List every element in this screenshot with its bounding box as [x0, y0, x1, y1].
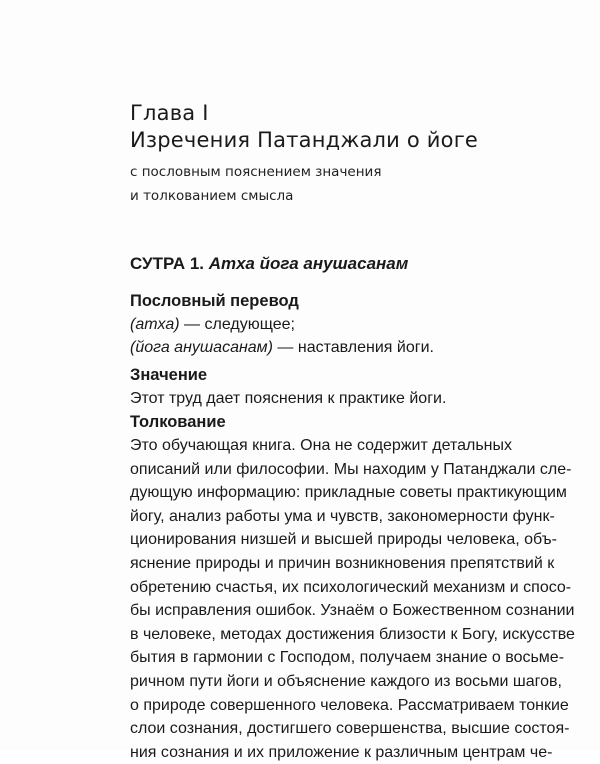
sutra-heading — [130, 253, 408, 275]
paragraph-line: ния сознания и их приложение к различным центрам че- — [130, 743, 553, 761]
paragraph-line: Это обучающая книга. Она не содержит детальных — [130, 437, 512, 454]
subtitle-line: с пословным пояснением значения — [130, 164, 382, 180]
translation-line — [130, 313, 502, 336]
meaning-text: Этот труд дает пояснения к практике йоги. — [130, 390, 447, 407]
paragraph-line: описаний или философии. Мы находим у Патанджали сле- — [130, 460, 572, 478]
translation-definition: — следующее; — [179, 316, 295, 333]
paragraph-line: ричном пути йоги и объяснение каждого из восьми шагов, — [130, 672, 562, 690]
meaning-title: Значение — [130, 366, 208, 384]
paragraph-line: бытия в гармонии с Господом, получаем знание о восьме- — [130, 649, 565, 667]
paragraph-line: йогу, анализ работы ума и чувств, закономерности функ- — [130, 507, 555, 525]
paragraph-line: бы исправления ошибок. Узнаём о Божественном сознании — [130, 602, 575, 620]
translation-line — [130, 336, 502, 359]
translation-definition: — наставления йоги. — [272, 339, 434, 356]
paragraph-line: в человеке, методах достижения близости к Богу, искусстве — [130, 625, 575, 643]
interpretation-body — [130, 434, 575, 764]
chapter-subtitle — [130, 160, 550, 208]
paragraph-line: дующую информацию: прикладные советы практикующим — [130, 484, 567, 502]
translation-term: (йога анушасанам) — [130, 339, 273, 356]
paragraph-line: о природе совершенного человека. Рассматриваем тонкие — [130, 696, 569, 714]
translation-title: Пословный перевод — [130, 292, 299, 310]
paragraph-line: обретению счастья, их психологический механизм и спосо- — [130, 578, 572, 596]
paragraph-line: ционирования низшей и высшей природы человека, объ- — [130, 531, 557, 549]
meaning-section — [130, 364, 502, 410]
paragraph-line: слои сознания, достигшего совершенства, высшие состоя- — [130, 720, 570, 738]
chapter-number: Глава I — [130, 101, 209, 125]
paragraph-line: яснение природы и причин возникновения препятствий к — [130, 554, 555, 572]
translation-section — [130, 290, 502, 359]
sutra-name: Атха йога анушасанам — [208, 254, 409, 273]
subtitle-line: и толкованием смысла — [130, 188, 294, 204]
chapter-heading — [130, 100, 550, 154]
sutra-label: СУТРА 1. — [130, 254, 205, 273]
interpretation-title: Толкование — [130, 413, 226, 431]
chapter-title: Изречения Патанджали о йоге — [130, 128, 479, 152]
translation-term: (атха) — [130, 316, 180, 333]
